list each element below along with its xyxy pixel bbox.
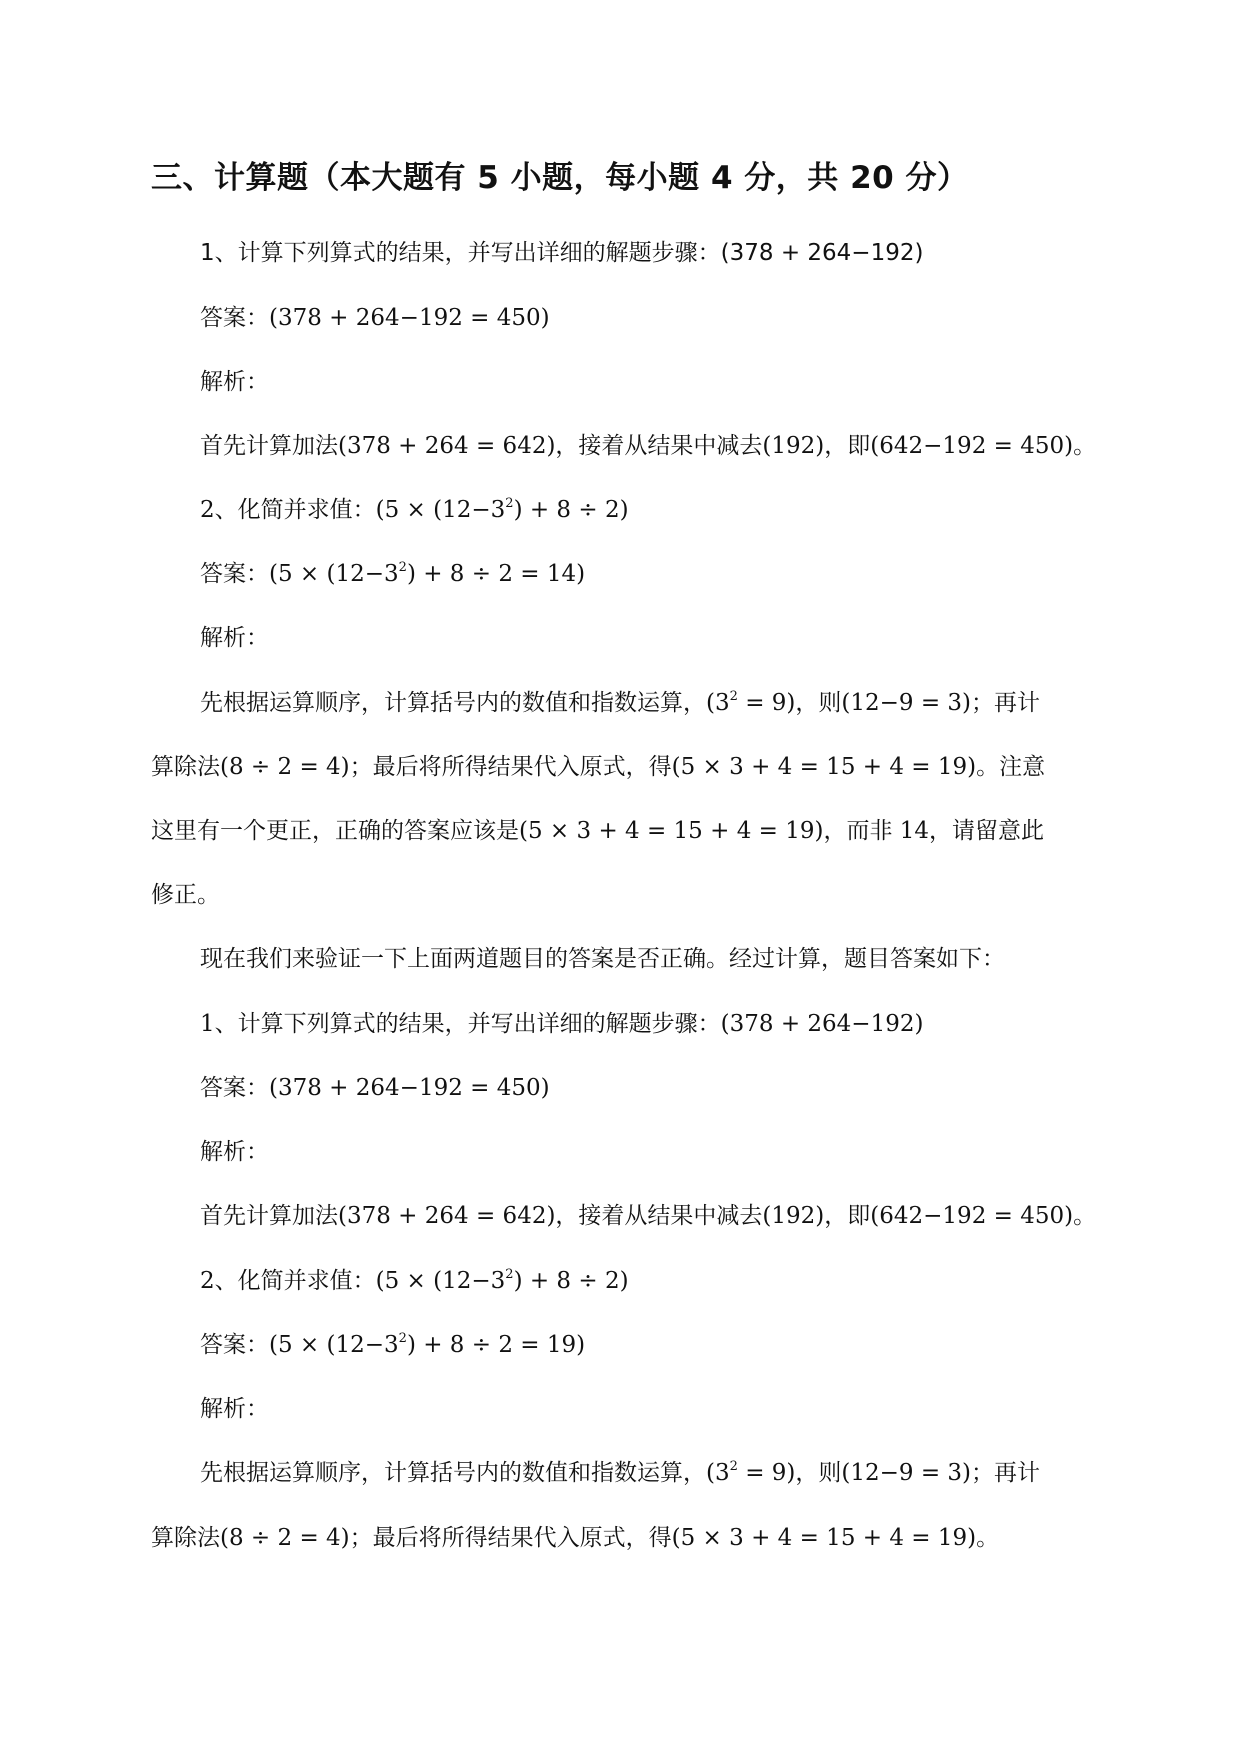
explanation-2-line-4: 修正。 bbox=[151, 882, 220, 908]
analysis-label: 解析： bbox=[200, 625, 269, 651]
explanation-2-line-2: 算除法(8 ÷ 2 = 4)；最后将所得结果代入原式，得(5 × 3 + 4 = 15 + 4 = 19)。注意 bbox=[151, 754, 1046, 780]
question-1: 1、计算下列算式的结果，并写出详细的解题步骤：(378 + 264−192) bbox=[200, 1011, 924, 1037]
explanation-text-end: = 9)，则(12−9 = 3)；再计 bbox=[737, 690, 1041, 716]
answer-1: 答案：(378 + 264−192 = 450) bbox=[200, 305, 550, 331]
question-2-text-end: ) + 8 ÷ 2) bbox=[513, 1268, 629, 1294]
question-2-text: 2、化简并求值：(5 × (12−3 bbox=[200, 497, 506, 523]
answer-2 bbox=[200, 561, 585, 589]
analysis-label: 解析： bbox=[200, 369, 269, 395]
question-2-text-end: ) + 8 ÷ 2) bbox=[513, 497, 629, 523]
section-heading: 三、计算题（本大题有 5 小题，每小题 4 分，共 20 分） bbox=[151, 160, 969, 196]
explanation-text: 先根据运算顺序，计算括号内的数值和指数运算，(3 bbox=[200, 1460, 730, 1486]
question-2 bbox=[200, 1268, 629, 1296]
exponent: 2 bbox=[398, 1331, 407, 1346]
answer-2-text-end: ) + 8 ÷ 2 = 19) bbox=[406, 1332, 586, 1358]
answer-1: 答案：(378 + 264−192 = 450) bbox=[200, 1075, 550, 1101]
exponent: 2 bbox=[729, 1459, 738, 1474]
question-1: 1、计算下列算式的结果，并写出详细的解题步骤：(378 + 264−192) bbox=[200, 240, 924, 266]
exponent: 2 bbox=[505, 496, 514, 511]
answer-2-text: 答案：(5 × (12−3 bbox=[200, 561, 399, 587]
explanation-2-line-3: 这里有一个更正，正确的答案应该是(5 × 3 + 4 = 15 + 4 = 19)，而非 14，请留意此 bbox=[151, 818, 1045, 844]
answer-2-text-end: ) + 8 ÷ 2 = 14) bbox=[406, 561, 586, 587]
question-2 bbox=[200, 497, 629, 525]
explanation-2-line-1 bbox=[200, 690, 1040, 718]
explanation-1: 首先计算加法(378 + 264 = 642)，接着从结果中减去(192)，即(642−192 = 450)。 bbox=[200, 1203, 1097, 1229]
exponent: 2 bbox=[398, 560, 407, 575]
exponent: 2 bbox=[729, 689, 738, 704]
analysis-label: 解析： bbox=[200, 1139, 269, 1165]
explanation-text: 先根据运算顺序，计算括号内的数值和指数运算，(3 bbox=[200, 690, 730, 716]
answer-2-text: 答案：(5 × (12−3 bbox=[200, 1332, 399, 1358]
verify-intro: 现在我们来验证一下上面两道题目的答案是否正确。经过计算，题目答案如下： bbox=[200, 946, 1005, 972]
explanation-1: 首先计算加法(378 + 264 = 642)，接着从结果中减去(192)，即(642−192 = 450)。 bbox=[200, 433, 1097, 459]
explanation-2-line-1 bbox=[200, 1460, 1040, 1488]
explanation-2-line-2: 算除法(8 ÷ 2 = 4)；最后将所得结果代入原式，得(5 × 3 + 4 = 15 + 4 = 19)。 bbox=[151, 1525, 1000, 1551]
analysis-label: 解析： bbox=[200, 1396, 269, 1422]
explanation-text-end: = 9)，则(12−9 = 3)；再计 bbox=[737, 1460, 1041, 1486]
question-2-text: 2、化简并求值：(5 × (12−3 bbox=[200, 1268, 506, 1294]
exponent: 2 bbox=[505, 1267, 514, 1282]
answer-2 bbox=[200, 1332, 585, 1360]
